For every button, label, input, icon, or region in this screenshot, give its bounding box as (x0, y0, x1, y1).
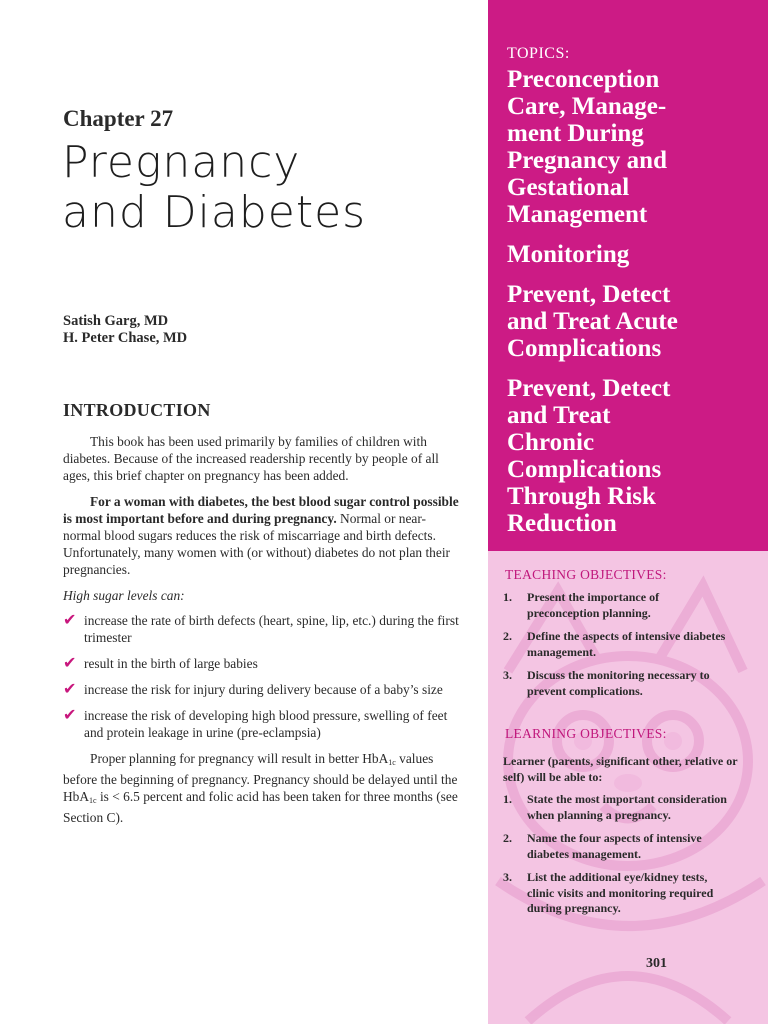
topic-line: Preconception (507, 66, 660, 93)
chapter-title-line: and Diabetes (62, 187, 367, 238)
list-item (503, 831, 733, 862)
paragraph: This book has been used primarily by families of children with diabetes. Because of the increased readership recently by people of all ages, this brief chapter on pregnancy has been added. (63, 434, 439, 483)
item-number: 3. (503, 668, 512, 682)
paragraph-text: values before the beginning of pregnancy. Pregnancy should be delayed until the HbA (63, 751, 458, 804)
intro-body (63, 433, 461, 835)
list-item (503, 792, 733, 823)
topic-line: Chronic (507, 429, 595, 456)
list-item-text: increase the risk of developing high blood pressure, swelling of feet and protein leakage in urine (pre-eclampsia) (84, 708, 448, 740)
list-item-text: result in the birth of large babies (84, 656, 258, 671)
topic-line: Through Risk (507, 483, 656, 510)
check-mark-icon: ✔ (63, 610, 77, 629)
topic-item (507, 281, 763, 362)
objectives-sidebar (488, 0, 768, 1024)
topic-line: Care, Manage- (507, 93, 667, 120)
item-text: State the most important consideration when planning a pregnancy. (527, 792, 727, 822)
topic-line: Monitoring (507, 241, 630, 268)
item-text: Define the aspects of intensive diabetes management. (527, 629, 726, 659)
list-item (503, 590, 733, 621)
topics-label: TOPICS: (507, 45, 570, 62)
page-number: 301 (646, 956, 667, 971)
list-heading: High sugar levels can: (63, 588, 185, 603)
learning-objectives-heading: LEARNING OBJECTIVES: (505, 726, 667, 741)
teaching-objectives-list (503, 590, 733, 707)
paragraph (63, 750, 461, 826)
topic-line: ment During (507, 120, 644, 147)
list-item (63, 612, 461, 646)
list-item (63, 655, 461, 672)
list-item (503, 870, 733, 917)
list-item-text: increase the rate of birth defects (heart, spine, lip, etc.) during the first trimester (84, 613, 459, 645)
paragraph-text: is < 6.5 percent and folic acid has been taken for three months (see Section C). (63, 789, 458, 825)
chapter-title-line: Pregnancy (62, 137, 301, 188)
check-mark-icon: ✔ (63, 679, 77, 698)
topic-line: Reduction (507, 510, 617, 537)
item-text: Name the four aspects of intensive diabetes management. (527, 831, 702, 861)
chapter-title (62, 138, 366, 238)
item-number: 1. (503, 590, 512, 604)
topic-line: Complications (507, 456, 662, 483)
topic-line: Gestational (507, 174, 630, 201)
topic-line: Prevent, Detect (507, 281, 671, 308)
check-mark-icon: ✔ (63, 705, 77, 724)
item-text: Discuss the monitoring necessary to prevent complications. (527, 668, 710, 698)
item-number: 3. (503, 870, 512, 884)
item-number: 2. (503, 629, 512, 643)
list-item (63, 707, 461, 741)
topic-item (507, 241, 763, 268)
list-item (63, 681, 461, 698)
topic-line: Pregnancy and (507, 147, 667, 174)
list-item (503, 629, 733, 660)
emphasis-text: For a woman with diabetes, the best blood sugar control possible is most important before and during pregnancy. (63, 494, 459, 526)
topic-item (507, 66, 763, 228)
topic-line: and Treat (507, 402, 611, 429)
topic-line: Prevent, Detect (507, 375, 671, 402)
item-text: List the additional eye/kidney tests, clinic visits and monitoring required during pregnancy. (527, 870, 714, 915)
learning-intro: Learner (parents, significant other, relative or self) will be able to: (503, 754, 738, 784)
topics-list (507, 66, 763, 550)
learning-objectives-list (503, 792, 733, 925)
topic-line: and Treat Acute (507, 308, 678, 335)
sugar-effects-list (63, 612, 461, 741)
list-item (503, 668, 733, 699)
topic-line: Complications (507, 335, 662, 362)
paragraph-text: Proper planning for pregnancy will result in better HbA (90, 751, 389, 766)
topics-box (488, 0, 768, 551)
check-mark-icon: ✔ (63, 653, 77, 672)
item-number: 2. (503, 831, 512, 845)
list-item-text: increase the risk for injury during delivery because of a baby’s size (84, 682, 443, 697)
subscript: 1c (388, 758, 396, 767)
section-heading: INTRODUCTION (63, 400, 211, 420)
item-number: 1. (503, 792, 512, 806)
authors (63, 313, 187, 347)
author: Satish Garg, MD (63, 313, 169, 329)
author: H. Peter Chase, MD (63, 330, 188, 346)
paragraph-text: Normal or near-normal blood sugars reduces the risk of miscarriage and birth defects. Unfortunately, many women with (or without) diabetes do not plan their pregnancies. (63, 511, 451, 577)
topic-line: Management (507, 201, 648, 228)
topic-item (507, 375, 763, 537)
teaching-objectives-heading: TEACHING OBJECTIVES: (505, 567, 667, 582)
item-text: Present the importance of preconception planning. (527, 590, 660, 620)
chapter-label: Chapter 27 (63, 106, 174, 131)
paragraph (63, 493, 461, 578)
subscript: 1c (89, 796, 97, 805)
